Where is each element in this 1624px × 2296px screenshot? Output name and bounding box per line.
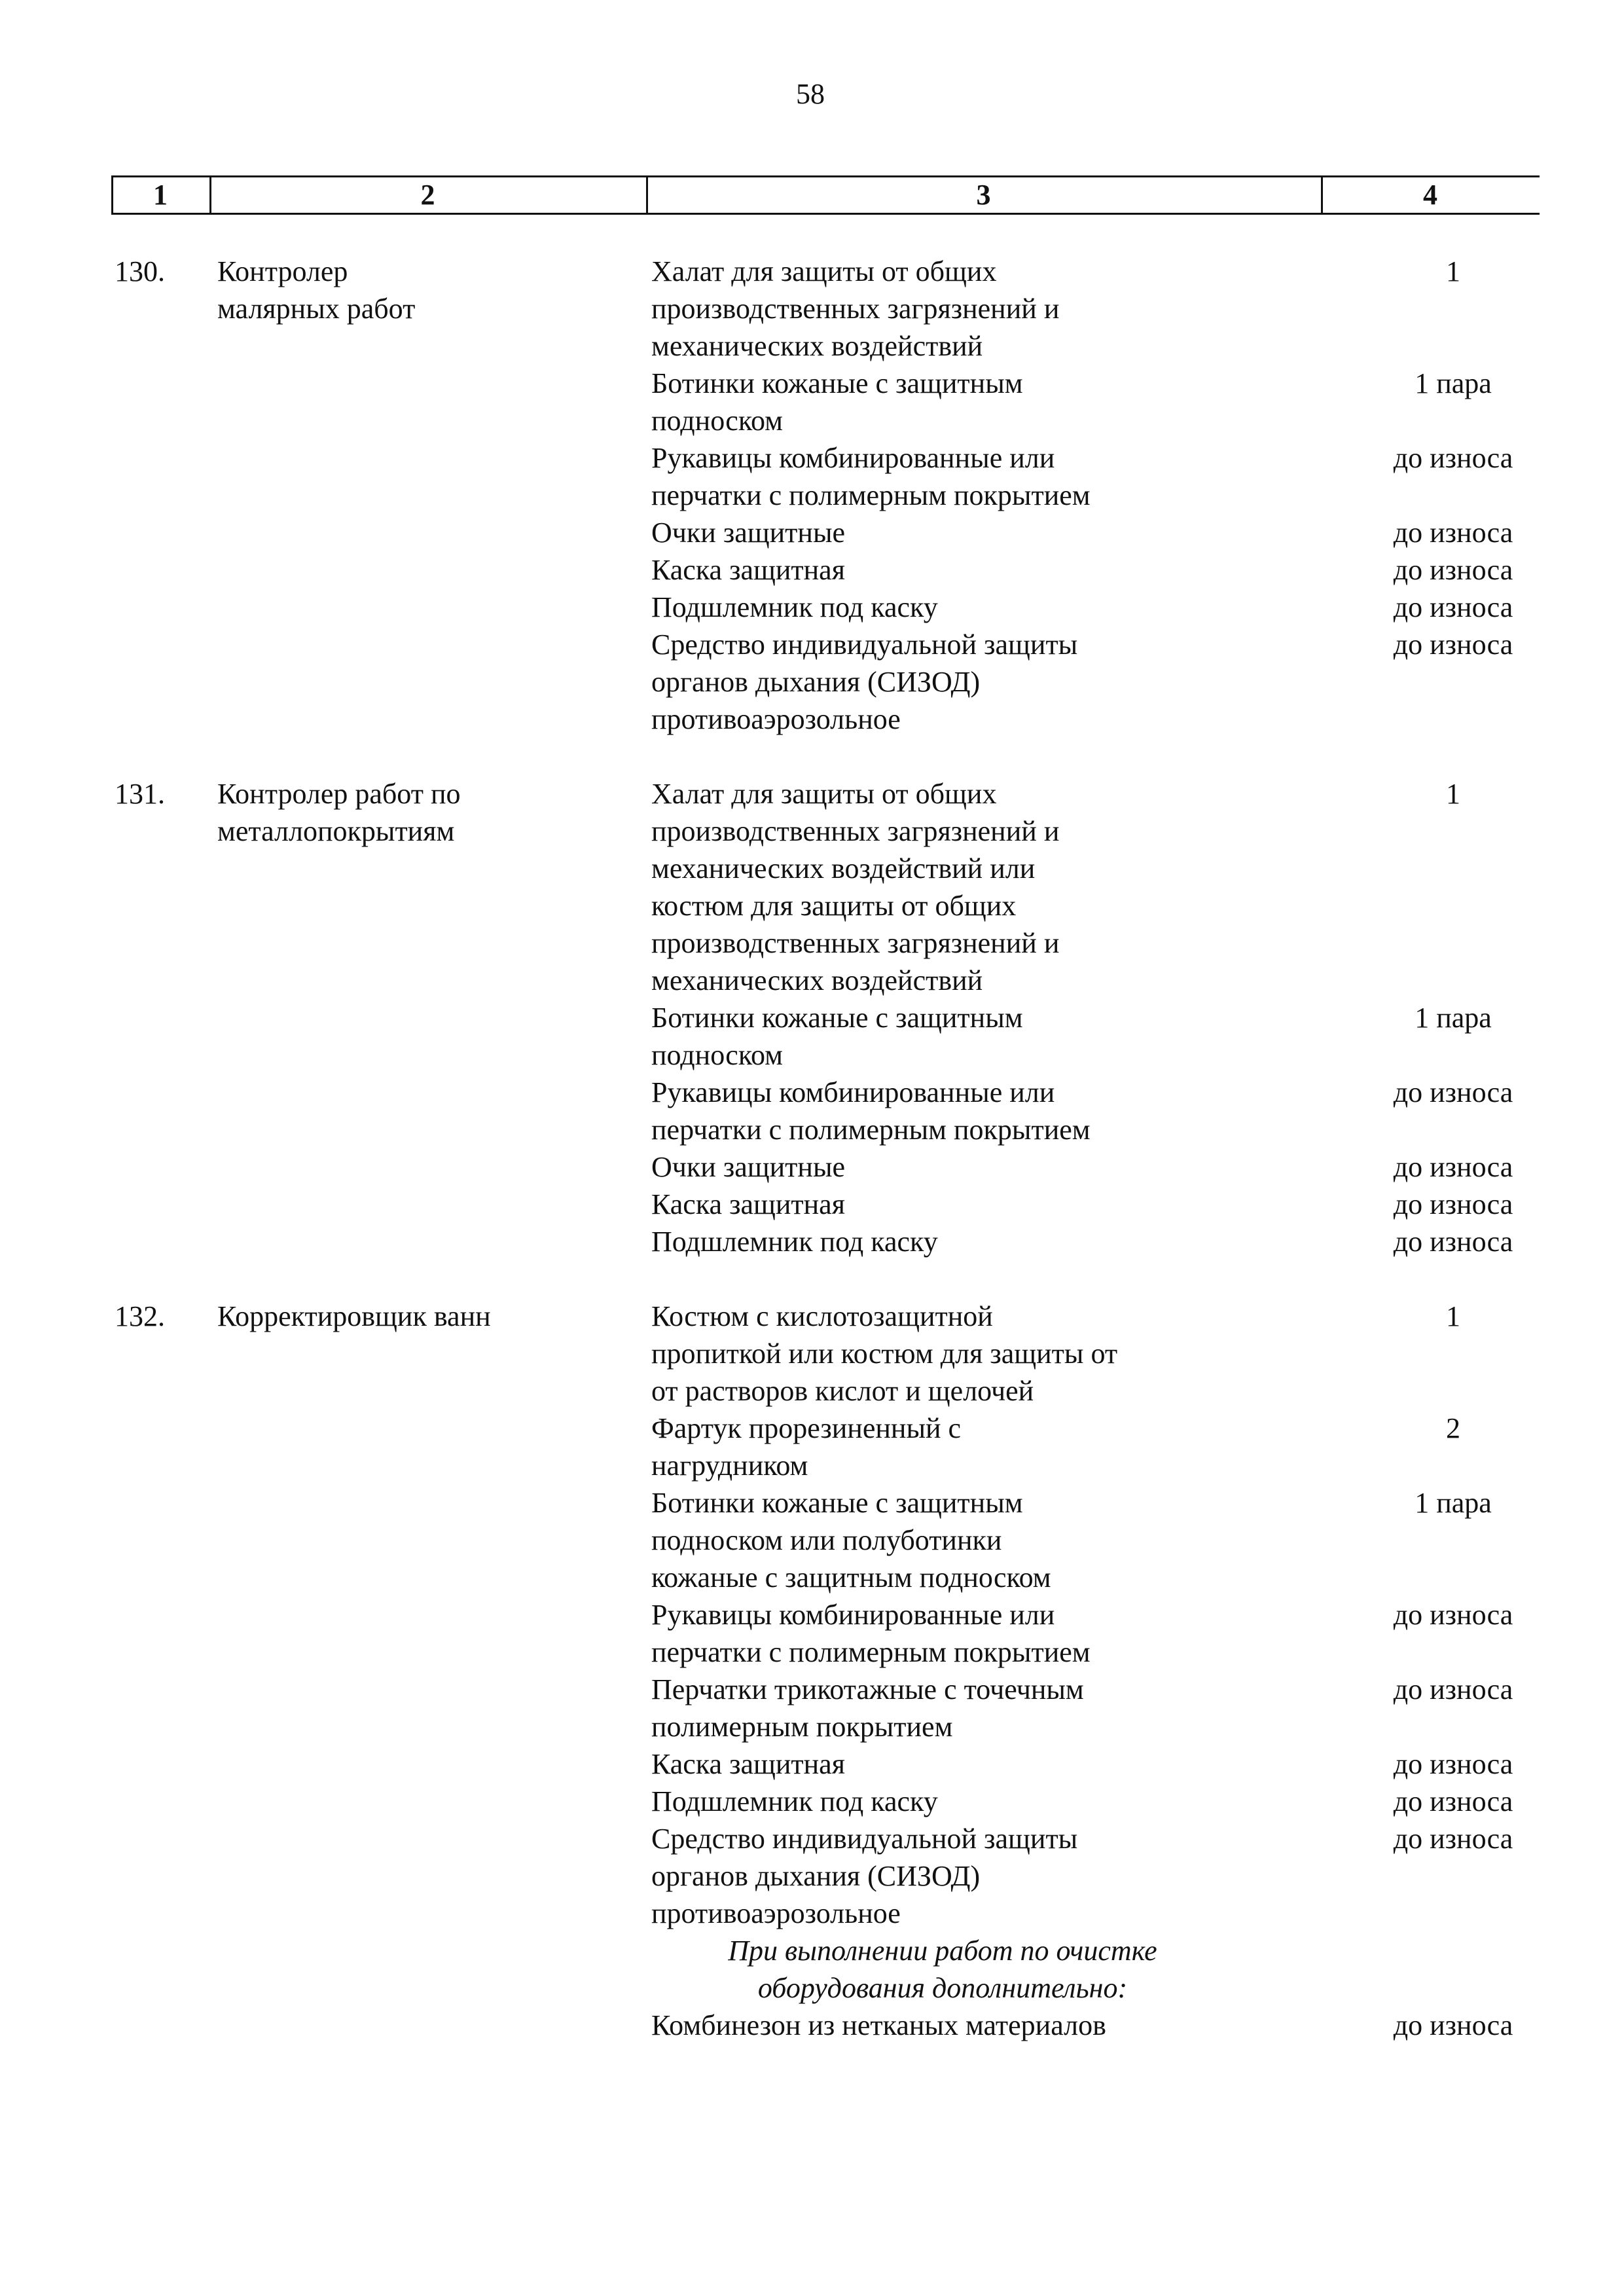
header-col-4: 4: [1423, 179, 1437, 211]
ppe-item-line: Средство индивидуальной защиты: [651, 1823, 1078, 1855]
ppe-item-line: Рукавицы комбинированные или: [651, 1599, 1055, 1631]
ppe-quantity: 1: [1446, 778, 1460, 810]
ppe-quantity: до износа: [1393, 2009, 1513, 2041]
ppe-item-line: Ботинки кожаные с защитным: [651, 367, 1023, 399]
ppe-item-line: Очки защитные: [651, 1151, 846, 1183]
ppe-item-line: Подшлемник под каску: [651, 1226, 938, 1258]
ppe-item: [651, 626, 1234, 738]
ppe-quantity: до износа: [1393, 1151, 1513, 1183]
ppe-item-line: противоаэрозольное: [651, 703, 901, 735]
occupation-line: Контролер: [217, 255, 348, 287]
header-bottom-border: [111, 213, 1540, 215]
ppe-item: [651, 551, 1234, 589]
ppe-item-line: Каска защитная: [651, 554, 845, 586]
ppe-item-line: перчатки с полимерным покрытием: [651, 1636, 1091, 1668]
occupation-line: металлопокрытиям: [217, 815, 455, 847]
ppe-item-line: Ботинки кожаные с защитным: [651, 1002, 1023, 1034]
ppe-item: [651, 1186, 1234, 1223]
ppe-item: [651, 1820, 1234, 1932]
ppe-item: [651, 589, 1234, 626]
header-top-border: [111, 175, 1540, 177]
header-col-2: 2: [420, 179, 435, 211]
ppe-item-line: производственных загрязнений и: [651, 293, 1060, 325]
ppe-quantity: до износа: [1393, 1188, 1513, 1220]
ppe-item-line: перчатки с полимерным покрытием: [651, 479, 1091, 511]
ppe-quantity: до износа: [1393, 1785, 1513, 1817]
ppe-item: [651, 1745, 1234, 1783]
ppe-item-line: Комбинезон из нетканых материалов: [651, 2009, 1106, 2041]
ppe-quantity: 1 пара: [1415, 367, 1492, 399]
additional-note: [651, 1932, 1234, 2007]
ppe-item: [651, 1298, 1234, 1410]
ppe-quantity: 1 пара: [1415, 1487, 1492, 1519]
ppe-quantity: до износа: [1393, 1748, 1513, 1780]
ppe-item: [651, 1783, 1234, 1820]
occupation-line: Контролер работ по: [217, 778, 461, 810]
ppe-item-line: Халат для защиты от общих: [651, 255, 997, 287]
ppe-item-line: подноском или полуботинки: [651, 1524, 1002, 1556]
header-col-1: 1: [153, 179, 168, 211]
ppe-item-line: производственных загрязнений и: [651, 927, 1060, 959]
ppe-item-line: Фартук прорезиненный с: [651, 1412, 962, 1444]
ppe-quantity: до износа: [1393, 1673, 1513, 1705]
occupation-name: [217, 775, 636, 850]
ppe-item-line: механических воздействий: [651, 330, 983, 362]
ppe-item: [651, 999, 1234, 1074]
ppe-quantity: 2: [1446, 1412, 1460, 1444]
ppe-quantity: до износа: [1393, 442, 1513, 474]
ppe-quantity: до износа: [1393, 1076, 1513, 1108]
ppe-item-line: костюм для защиты от общих: [651, 890, 1017, 922]
ppe-quantity: 1 пара: [1415, 1002, 1492, 1034]
ppe-quantity: до износа: [1393, 1599, 1513, 1631]
ppe-quantity: до износа: [1393, 1823, 1513, 1855]
ppe-item-line: кожаные с защитным подноском: [651, 1561, 1051, 1594]
row-number: 132.: [115, 1300, 165, 1332]
page-number: 58: [796, 78, 825, 110]
ppe-item: [651, 365, 1234, 439]
ppe-item: [651, 1671, 1234, 1745]
ppe-quantity: 1: [1446, 255, 1460, 287]
note-line: При выполнении работ по очистке: [728, 1935, 1157, 1967]
ppe-item-line: Халат для защиты от общих: [651, 778, 997, 810]
ppe-item: [651, 1148, 1234, 1186]
ppe-item: [651, 253, 1234, 365]
ppe-item-line: Ботинки кожаные с защитным: [651, 1487, 1023, 1519]
ppe-quantity: до износа: [1393, 591, 1513, 623]
ppe-item-line: Костюм с кислотозащитной: [651, 1300, 993, 1332]
ppe-item: [651, 1596, 1234, 1671]
ppe-item-line: Рукавицы комбинированные или: [651, 442, 1055, 474]
ppe-item-line: Рукавицы комбинированные или: [651, 1076, 1055, 1108]
ppe-item-line: Подшлемник под каску: [651, 1785, 938, 1817]
ppe-item-line: Перчатки трикотажные с точечным: [651, 1673, 1084, 1705]
ppe-item-line: подноском: [651, 405, 783, 437]
ppe-item: [651, 1410, 1234, 1484]
occupation-name: [217, 253, 636, 327]
ppe-quantity: до износа: [1393, 554, 1513, 586]
ppe-item-line: органов дыхания (СИЗОД): [651, 1860, 981, 1892]
ppe-item: [651, 1223, 1234, 1260]
ppe-item-line: механических воздействий: [651, 964, 983, 996]
ppe-item-line: органов дыхания (СИЗОД): [651, 666, 981, 698]
row-number: 130.: [115, 255, 165, 287]
ppe-item: [651, 2007, 1234, 2044]
row-number: 131.: [115, 778, 165, 810]
ppe-item-line: нагрудником: [651, 1449, 808, 1482]
header-col-3: 3: [976, 179, 991, 211]
ppe-quantity: до износа: [1393, 1226, 1513, 1258]
occupation-name: [217, 1298, 636, 1335]
ppe-item-line: производственных загрязнений и: [651, 815, 1060, 847]
ppe-item-line: от растворов кислот и щелочей: [651, 1375, 1034, 1407]
ppe-item-line: Подшлемник под каску: [651, 591, 938, 623]
ppe-item: [651, 1484, 1234, 1596]
ppe-quantity: до износа: [1393, 629, 1513, 661]
ppe-item-line: Средство индивидуальной защиты: [651, 629, 1078, 661]
ppe-item-line: механических воздействий или: [651, 852, 1036, 884]
ppe-item-line: Каска защитная: [651, 1188, 845, 1220]
ppe-item-line: полимерным покрытием: [651, 1711, 953, 1743]
table-header: [111, 175, 1540, 215]
ppe-item: [651, 514, 1234, 551]
ppe-item: [651, 439, 1234, 514]
ppe-item-line: подноском: [651, 1039, 783, 1071]
ppe-item-line: Каска защитная: [651, 1748, 845, 1780]
ppe-item: [651, 1074, 1234, 1148]
ppe-quantity: 1: [1446, 1300, 1460, 1332]
ppe-item-line: Очки защитные: [651, 517, 846, 549]
ppe-item-line: противоаэрозольное: [651, 1897, 901, 1929]
ppe-quantity: до износа: [1393, 517, 1513, 549]
ppe-item: [651, 775, 1234, 999]
occupation-line: малярных работ: [217, 293, 416, 325]
ppe-item-line: пропиткой или костюм для защиты от: [651, 1338, 1118, 1370]
occupation-line: Корректировщик ванн: [217, 1300, 491, 1332]
ppe-item-line: перчатки с полимерным покрытием: [651, 1114, 1091, 1146]
note-line: оборудования дополнительно:: [757, 1972, 1128, 2004]
